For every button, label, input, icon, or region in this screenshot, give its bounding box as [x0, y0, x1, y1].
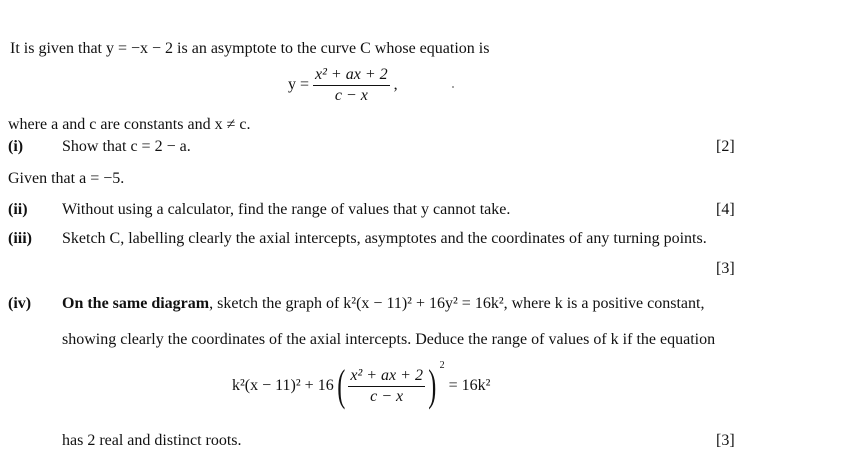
part-iv-text-a: , sketch the graph of k²(x − 11)² + 16y² = 16k², where k is a positive constant, [209, 295, 705, 312]
part-iv-eq-numerator: x² + ax + 2 [348, 367, 425, 387]
part-iv-marks: [3] [716, 432, 735, 449]
left-paren: ( [337, 361, 346, 411]
part-iii-marks: [3] [716, 260, 735, 277]
stray-mark [452, 86, 454, 88]
part-iv-line-1 [62, 295, 704, 313]
right-paren: ) [428, 361, 437, 411]
equation-lhs: y = [288, 76, 310, 94]
part-i-text: Show that c = 2 − a. [62, 138, 191, 155]
equation-denominator: c − x [334, 87, 368, 104]
part-iv-line-3: has 2 real and distinct roots. [62, 432, 242, 449]
part-iv-eq-lhs: k²(x − 11)² + 16 [232, 377, 334, 394]
part-iv-label: (iv) [8, 295, 32, 312]
part-iv-bold-lead: On the same diagram [62, 295, 210, 312]
part-iv-eq-rhs: = 16k² [448, 377, 491, 394]
part-iii-label: (iii) [8, 230, 32, 247]
part-iv-eq-denominator: c − x [370, 387, 404, 405]
part-iv-eq-power: 2 [439, 360, 445, 371]
part-ii-label: (ii) [8, 201, 28, 218]
equation-tail: , [393, 76, 398, 94]
part-iii-text: Sketch C, labelling clearly the axial intercepts, asymptotes and the coordinates of any turning points. [62, 230, 707, 247]
equation-fraction [313, 66, 390, 105]
part-ii-marks: [4] [716, 201, 735, 218]
given-line: Given that a = −5. [8, 170, 125, 187]
part-iv-line-2: showing clearly the coordinates of the axial intercepts. Deduce the range of values of k if the equation [62, 331, 716, 348]
part-iv-eq-fraction [348, 367, 425, 406]
curve-equation [288, 66, 398, 105]
part-iv-equation [232, 360, 491, 411]
equation-numerator: x² + ax + 2 [313, 66, 390, 86]
part-i-label: (i) [8, 138, 24, 155]
part-ii-text: Without using a calculator, find the range of values that y cannot take. [62, 201, 511, 218]
intro-line-1: It is given that y = −x − 2 is an asymptote to the curve C whose equation is [10, 40, 490, 57]
part-i-marks: [2] [716, 138, 735, 155]
intro-line-2: where a and c are constants and x ≠ c. [8, 116, 251, 133]
